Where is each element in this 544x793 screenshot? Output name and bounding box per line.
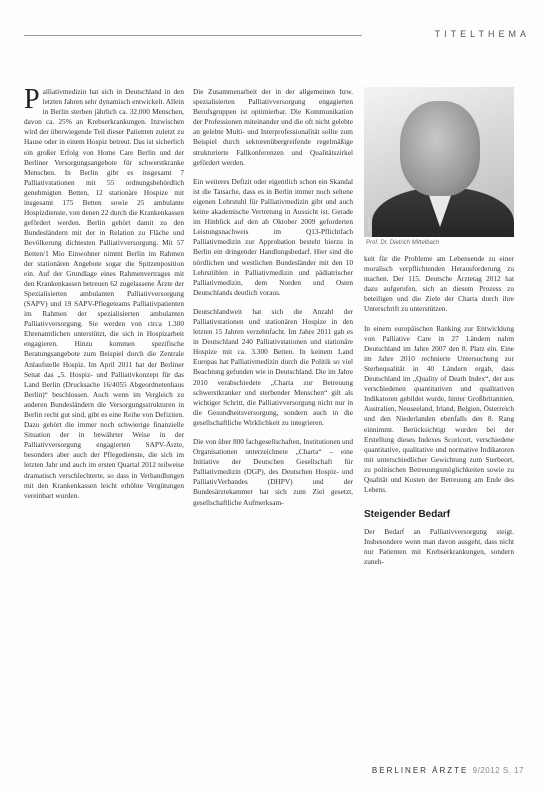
author-photo <box>364 87 514 237</box>
paragraph: Die Zusammenarbeit der in der allgemeinen bzw. spezialisierten Palliativversorgung engagierten Berufsgruppen ist optimierbar. Die Kommunikation der Professionen miteinander und die oft nicht gelebte an gelebte Multi- und Interprofessionalität sollte zum Beispiel durch sektorenübergreifende regelmäßige strukturierte Fallkonferenzen und Qualitätszirkel gefördert werden. <box>193 87 353 167</box>
paragraph: keit für die Probleme am Lebensende zu einer moralisch verpflichtenden Herausforderung zu machen. Der 115. Deutsche Ärztetag 2012 hat dazu aufgerufen, sich an diesem Prozess zu beteiligen und die Ziele der Charta durch ihre Unterschrift zu unterstützen. <box>364 254 514 314</box>
subheading: Steigender Bedarf <box>364 509 451 521</box>
photo-caption: Prof. Dr. Dietrich Mittelbach <box>366 240 440 246</box>
paragraph: Deutschlandweit hat sich die Anzahl der Palliativstationen und stationären Hospize in den letzten 15 Jahren verzehnfacht. Im Jahre 2011 gab es in Deutschland 240 Palliativstationen und stationäre Hospize mit ca. 3.300 Betten. In keinem Land Europas hat Palliativmedizin durch die Politik so viel Beachtung gefunden wie in Deutschland. Die im Jahre 2010 verabschiedete „Charta zur Betreuung schwerstkranker und sterbender Menschen“ gilt als wichtiger Schritt, die Palliativversorgung nicht nur in die Gesundheitsversorgung, sondern auch in die gesellschaftliche Wirklichkeit zu integrieren. <box>193 306 353 427</box>
paragraph: Ein weiteres Defizit oder eigentlich schon ein Skandal ist die Tatsache, dass es in Berlin immer noch seltene eigenen Lehrstuhl für Palliativmedizin gibt und auch keine akademische Vertretung in Aussicht ist. Gerade im Hinblick auf den ab Oktober 2009 geforderten Leistungsnachweis im Q13-Pflichtfach Palliativmedizin zur Approbation besteht hierzu in Berlin ein dringender Handlungsbedarf. Hier sind die nördlichen und westlichen Bundesländer mit den 10 Lehrstühlen in Palliativmedizin und pädiatrischer Palliativmedizin, dem Norden und Osten Deutschlands deutlich voraus. <box>193 176 353 297</box>
paragraph: Der Bedarf an Palliativversorgung steigt. Insbesondere wenn man davon ausgeht, dass nicht nur Patienten mit Krebserkrankungen, sondern zuneh- <box>364 527 514 567</box>
column-1 <box>24 84 185 510</box>
page-footer <box>372 766 524 775</box>
paragraph: In einem europäischen Ranking zur Entwicklung von Palliative Care in 27 Ländern nahm Deutschland im Jahre 2007 den 8. Platz ein. Eine im Jahre 2010 rechnierte Untersuchung zur Sterbequalität in 40 Ländern ergab, dass Deutschland im „Quality of Death Index“, der aus verschiedenen quantitativen und qualitativen Indikatoren gebildet wurde, hinter Großbritannien, Australien, Neuseeland, Irland, Belgien, Österreich und den Niederlanden ebenfalls den 8. Rang einnimmt. Berücksichtigt wurden bei der Erstellung dieses Indexes Scoricort, verschiedene quantitative, qualitative und normative Indikatoren mit unterschiedlicher Gewichtung zum Sterbeort, zu politischen Betreuungsmöglichkeiten sowie zu Qualität und Kosten der Betreuung am Ende des Lebens. <box>364 323 514 495</box>
paragraph: Die von über 800 fachgesellschaften, Institutionen und Organisationen unterzeichnete „Charta“ – eine Initiative der Deutschen Gesellschaft für Palliativmedizin (DGP), des Deutschen Hospiz- und PalliativVerbandes (DHPV) und der Bundesärztekammer hat sich zum Ziel gesetzt, gesellschaftliche Aufmerksam- <box>193 437 353 507</box>
photo-credit: foto: privat <box>367 216 371 231</box>
drop-cap: P <box>24 84 40 115</box>
issue-page: 9/2012 S. 17 <box>472 766 524 775</box>
header-rule <box>24 35 362 36</box>
paragraph-text: alliativmedizin hat sich in Deutschland in den letzten Jahren sehr dynamisch entwickelt. Allein in Berlin sterben jährlich ca. 32.000 Menschen, davon ca. 25% an Krebserkrankungen. Inzwischen wird der überwiegende Teil dieser Patienten zuletzt zu Hause oder in einem Hospiz betreut. Das ist sicherlich ein großer Erfolg von Home Care Berlin und der Berliner Versorgungsangebote für schwerstkranke Menschen. In Berlin gibt es insgesamt 7 Palliativstationen mit 55 ordnungsbehördlich genehmigten Betten, 12 stationäre Hospize mit insgesamt 175 Betten sowie 25 ambulante Hospizdienste, von denen 22 durch die Krankenkassen gefördert werden. Berlin gehört damit zu den Bundesländern mit der in Relation zu Fläche und Bevölkerung dichtesten Palliativversorgung. Mit 57 Betten/1 Mio Einwohner nimmt Berlin im Rahmen der stationären Angebote sogar die Spitzenposition ein. Auf der Grundlage eines Rahmenvertrages mit den Krankenkassen betreuen 62 zugelassene Ärzte der Spezialisierten ambulanten Palliativversorgung (SAPV) und 19 SAPV-Pflegeteams Palliativpatienten im Rahmen der spezialisierten ambulanten Palliativversorgung. Sie werden von circa 1.300 Ehrenamtlichen unterstützt, die sich in Hospizarbeit engagieren. Hinzu kommen spezifische Beratungsangebote zum Beispiel durch die Zentrale Anlaufstelle Hospiz. Im April 2011 hat der Berliner Senat das „5. Hospiz- und Palliativkonzept für das Land Berlin (Drucksache 16/4055 Abgeordnetenhaus Berlin)“ beschlossen. Auch wenn im Vergleich zu anderen Bundesländern die Versorgungsstrukturen in Berlin recht gut sind, gibt es eine Reihe von Defiziten. Dazu gehört die immer noch schwierige finanzielle Situation der in bewährter Weise in der Palliativversorgung engagierten SAPV-Ärzte, besonders aber auch der Pflegedienste, die sich im letzten Jahr und auch im ersten Quartal 2012 teilweise dramatisch verschlechterte, so dass in Verhandlungen mit den Krankenkassen leicht erhöhte Vergütungen vereinbart wurden. <box>24 87 185 500</box>
photo-head <box>400 101 480 196</box>
column-3 <box>364 254 514 577</box>
section-title: TITELTHEMA <box>434 29 530 39</box>
magazine-name: BERLINER ÄRZTE <box>371 766 469 775</box>
paragraph <box>24 84 185 501</box>
column-2 <box>193 87 353 517</box>
